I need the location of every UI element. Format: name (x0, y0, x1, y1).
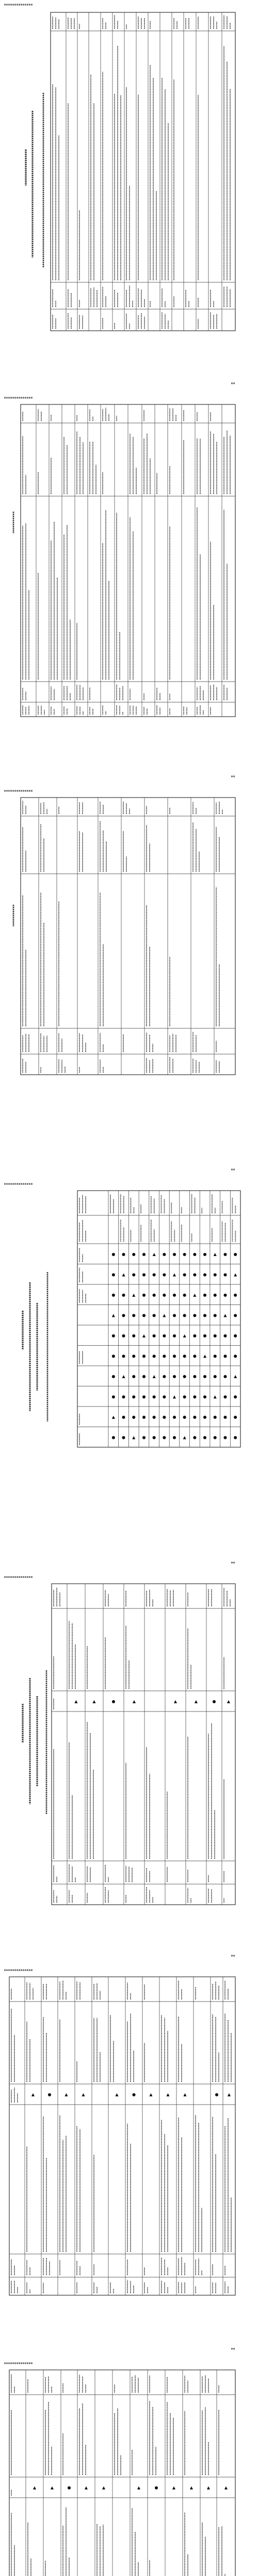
table-mark: ● (233, 1435, 237, 1440)
table-mark: ● (132, 1374, 136, 1379)
table-mark: ● (111, 1699, 116, 1704)
table-mark: ● (233, 1251, 237, 1257)
table-mark: ▲ (111, 1414, 115, 1419)
table-mark: ● (192, 1394, 197, 1399)
table-mark: ● (215, 2092, 219, 2097)
table-mark: ● (67, 2485, 71, 2490)
table-mark: ● (233, 1394, 237, 1399)
table-mark: ● (183, 1251, 187, 1257)
table-mark: ● (183, 1313, 187, 1318)
page-canvas (0, 1572, 258, 1965)
table-mark: ▲ (149, 2092, 153, 2097)
table-mark: ● (203, 1251, 207, 1257)
table-mark: ● (142, 1292, 146, 1297)
table-mark: ▲ (183, 2092, 187, 2097)
table-mark: ● (192, 1353, 197, 1359)
table-mark: ● (132, 2092, 136, 2097)
table-mark: ● (192, 1251, 197, 1257)
table-mark: ▲ (132, 1435, 136, 1440)
table-mark: ● (172, 1251, 176, 1257)
table-mark: ● (111, 1272, 116, 1277)
table-mark: ● (172, 1435, 176, 1440)
table-mark: ▲ (206, 2485, 211, 2490)
table-mark: ▲ (189, 2485, 194, 2490)
table-mark: ● (122, 1414, 126, 1419)
document-page (0, 1572, 258, 1965)
table-mark: ● (122, 1333, 126, 1338)
table-mark: ▲ (213, 1251, 217, 1257)
table-mark: ● (152, 1435, 156, 1440)
table-mark: ● (233, 1333, 237, 1338)
table-mark: ● (152, 1272, 156, 1277)
table-mark: ▲ (172, 1272, 176, 1277)
table-mark: ● (172, 1414, 176, 1419)
table-mark: ● (213, 1435, 217, 1440)
document-page (0, 393, 258, 786)
table-frame (51, 12, 235, 331)
table-frame (21, 798, 235, 1075)
table-mark: ▲ (64, 2092, 68, 2097)
table-mark: ● (223, 1435, 227, 1440)
table-mark: ▲ (166, 2092, 170, 2097)
table-mark: ▲ (203, 1353, 207, 1359)
table-mark: ● (203, 1414, 207, 1419)
table-mark: ● (203, 1333, 207, 1338)
table-mark: ● (192, 1313, 197, 1318)
table-mark: ● (172, 1292, 176, 1297)
table-mark: ▲ (223, 1313, 227, 1318)
table-mark: ▲ (163, 1313, 166, 1318)
table-mark: ● (132, 1414, 136, 1419)
table-mark: ● (233, 1414, 237, 1419)
table-mark: ● (132, 1333, 136, 1338)
table-mark: ● (213, 1333, 217, 1338)
table-mark: ▲ (234, 1272, 237, 1277)
table-mark: ● (132, 1353, 136, 1359)
table-mark: ● (192, 1272, 197, 1277)
table-mark: ● (152, 1333, 156, 1338)
table-mark: ▲ (194, 1699, 198, 1704)
table-mark: ▲ (50, 2485, 54, 2490)
table-mark: ▲ (224, 2485, 228, 2490)
table-mark: ▲ (152, 1251, 156, 1257)
table-mark: ● (223, 1353, 227, 1359)
table-mark: ● (122, 1292, 126, 1297)
table-mark: ● (203, 1292, 207, 1297)
table-mark: ● (162, 1353, 166, 1359)
table-mark: ● (122, 1353, 126, 1359)
table-mark: ● (152, 1353, 156, 1359)
table-mark: ▲ (172, 2485, 176, 2490)
table-mark: ● (47, 2092, 52, 2097)
page-canvas (0, 0, 258, 393)
page-canvas (0, 1179, 258, 1572)
table-mark: ● (142, 1435, 146, 1440)
table-mark: ● (162, 1374, 166, 1379)
table-mark: ● (132, 1394, 136, 1399)
document-page (0, 786, 258, 1179)
table-mark: ● (111, 1394, 116, 1399)
table-mark: ● (213, 1374, 217, 1379)
table-mark: ● (233, 1292, 237, 1297)
table-mark: ● (162, 1435, 166, 1440)
table-mark: ● (162, 1333, 166, 1338)
table-mark: ● (183, 1272, 187, 1277)
table-mark: ● (192, 1414, 197, 1419)
table-mark: ● (162, 1394, 166, 1399)
table-mark: ● (122, 1313, 126, 1318)
table-mark: ● (203, 1374, 207, 1379)
table-mark: ● (152, 1394, 156, 1399)
table-mark: ● (152, 1313, 156, 1318)
table-mark: ▲ (92, 1699, 96, 1704)
table-mark: ▲ (227, 2092, 231, 2097)
document-page (0, 1965, 258, 2359)
table-mark: ● (142, 1251, 146, 1257)
table-mark: ▲ (193, 1292, 197, 1297)
table-mark: ▲ (183, 1435, 186, 1440)
table-mark: ● (203, 1313, 207, 1318)
table-mark: ▲ (31, 2092, 35, 2097)
table-mark: ▲ (142, 1333, 146, 1338)
table-mark: ● (111, 1333, 116, 1338)
table-mark: ● (223, 1394, 227, 1399)
table-mark: ● (213, 1313, 217, 1318)
table-mark: ▲ (173, 1699, 178, 1704)
table-mark: ● (212, 1699, 216, 1704)
table-mark: ● (203, 1394, 207, 1399)
table-mark: ▲ (122, 1374, 125, 1379)
table-mark: ● (122, 1394, 126, 1399)
table-mark: ● (111, 1251, 116, 1257)
table-mark: ● (223, 1374, 227, 1379)
table-mark: ● (142, 1414, 146, 1419)
page-canvas (0, 2359, 258, 2576)
table-mark: ▲ (213, 1394, 217, 1399)
table-mark: ● (192, 1333, 197, 1338)
table-mark: ● (142, 1313, 146, 1318)
table-frame (77, 1191, 240, 1447)
table-mark: ▲ (111, 1313, 115, 1318)
table-mark: ▲ (84, 2485, 88, 2490)
table-mark: ● (203, 1435, 207, 1440)
table-mark: ● (162, 1414, 166, 1419)
table-mark: ▲ (115, 2092, 119, 2097)
table-mark: ● (203, 1272, 207, 1277)
table-mark: ● (132, 1251, 136, 1257)
table-mark: ● (172, 1353, 176, 1359)
table-mark: ▲ (33, 2485, 37, 2490)
document-page (0, 1179, 258, 1572)
table-mark: ▲ (132, 1699, 136, 1704)
document-page (0, 0, 258, 393)
table-mark: ● (192, 1374, 197, 1379)
table-mark: ● (192, 1435, 197, 1440)
table-mark: ● (223, 1414, 227, 1419)
table-mark: ● (183, 1292, 187, 1297)
table-mark: ● (111, 1292, 116, 1297)
page-canvas (0, 393, 258, 786)
table-mark: ▲ (137, 2485, 141, 2490)
table-mark: ▲ (234, 1374, 237, 1379)
table-mark: ● (213, 1414, 217, 1419)
table-mark: ▲ (227, 1699, 231, 1704)
table-mark: ● (154, 2485, 158, 2490)
table-mark: ● (183, 1374, 187, 1379)
table-mark: ● (223, 1333, 227, 1338)
table-mark: ● (122, 1435, 126, 1440)
table-mark: ● (132, 1272, 136, 1277)
table-mark: ● (223, 1272, 227, 1277)
table-mark: ▲ (172, 1394, 176, 1399)
table-mark: ● (111, 1435, 116, 1440)
page-canvas (0, 1965, 258, 2359)
table-mark: ● (172, 1374, 176, 1379)
table-mark: ● (142, 1374, 146, 1379)
table-mark: ● (162, 1251, 166, 1257)
table-mark: ● (152, 1292, 156, 1297)
table-mark: ● (111, 1374, 116, 1379)
table-mark: ▲ (102, 2485, 106, 2490)
table-mark: ● (223, 1292, 227, 1297)
table-mark: ● (223, 1251, 227, 1257)
table-mark: ▲ (122, 1272, 125, 1277)
page-canvas (0, 786, 258, 1179)
table-mark: ▲ (152, 1374, 156, 1379)
table-mark: ● (183, 1414, 187, 1419)
table-mark: ▲ (82, 2092, 85, 2097)
table-mark: ▲ (74, 1699, 78, 1704)
table-mark: ● (142, 1353, 146, 1359)
table-mark: ▲ (132, 1292, 136, 1297)
table-mark: ● (213, 1353, 217, 1359)
table-frame (52, 1584, 235, 1905)
table-mark: ▲ (183, 1333, 186, 1338)
table-mark: ● (152, 1414, 156, 1419)
table-mark: ● (233, 1353, 237, 1359)
table-mark: ● (183, 1394, 187, 1399)
table-mark: ● (213, 1292, 217, 1297)
table-mark: ● (233, 1313, 237, 1318)
table-mark: ● (183, 1353, 187, 1359)
table-mark: ● (213, 1272, 217, 1277)
table-mark: ● (142, 1272, 146, 1277)
table-mark: ● (142, 1394, 146, 1399)
table-mark: ● (132, 1313, 136, 1318)
table-mark: ● (172, 1313, 176, 1318)
table-mark: ● (162, 1272, 166, 1277)
table-mark: ● (111, 1353, 116, 1359)
table-mark: ● (122, 1251, 126, 1257)
document-page (0, 2359, 258, 2576)
table-mark: ● (162, 1292, 166, 1297)
table-mark: ● (172, 1333, 176, 1338)
